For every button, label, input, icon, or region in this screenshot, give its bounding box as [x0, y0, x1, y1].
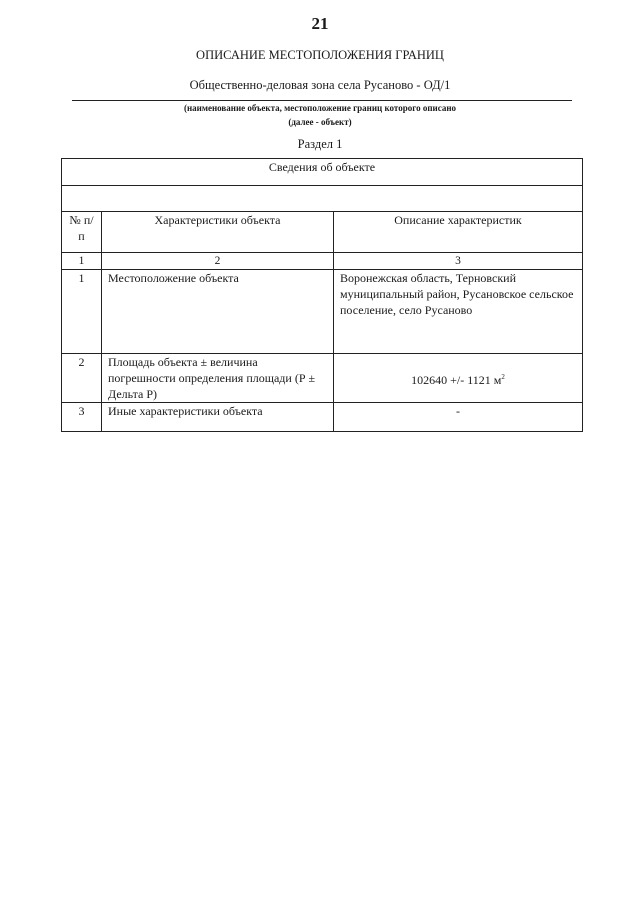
column-number-row [62, 253, 583, 270]
table-row [62, 403, 583, 432]
row-num: 1 [62, 270, 102, 354]
underline-rule [72, 100, 572, 101]
object-name-note-continued: (далее - объект) [288, 117, 352, 127]
row-description: - [334, 403, 583, 432]
table-caption-row [62, 159, 583, 186]
object-name: Общественно-деловая зона села Русаново - ОД/1 [189, 78, 451, 92]
column-number: 2 [102, 253, 334, 270]
row-characteristic: Площадь объекта ± величина погрешности определения площади (Р ± Дельта Р) [102, 354, 334, 403]
area-unit-power: 2 [501, 372, 505, 381]
header-num: № п/п [62, 212, 102, 253]
row-characteristic: Иные характеристики объекта [102, 403, 334, 432]
column-number: 3 [334, 253, 583, 270]
area-value: 102640 +/- 1121 м [411, 372, 502, 387]
section-label: Раздел 1 [297, 137, 343, 151]
table-caption: Сведения об объекте [62, 159, 583, 186]
header-description: Описание характеристик [334, 212, 583, 253]
row-description: Воронежская область, Терновский муниципальный район, Русановское сельское поселение, село Русаново [334, 270, 583, 354]
object-name-note: (наименование объекта, местоположение границ которого описано [183, 103, 457, 113]
row-characteristic: Местоположение объекта [102, 270, 334, 354]
table-empty-row [62, 186, 583, 212]
table-header-row [62, 212, 583, 253]
object-info-table [61, 158, 583, 432]
table-row [62, 354, 583, 403]
column-number: 1 [62, 253, 102, 270]
page-number: 21 [311, 14, 329, 33]
row-num: 2 [62, 354, 102, 403]
empty-cell [62, 186, 583, 212]
row-num: 3 [62, 403, 102, 432]
row-description [334, 354, 583, 403]
document-title: ОПИСАНИЕ МЕСТОПОЛОЖЕНИЯ ГРАНИЦ [196, 48, 444, 62]
header-characteristics: Характеристики объекта [102, 212, 334, 253]
table-row [62, 270, 583, 354]
